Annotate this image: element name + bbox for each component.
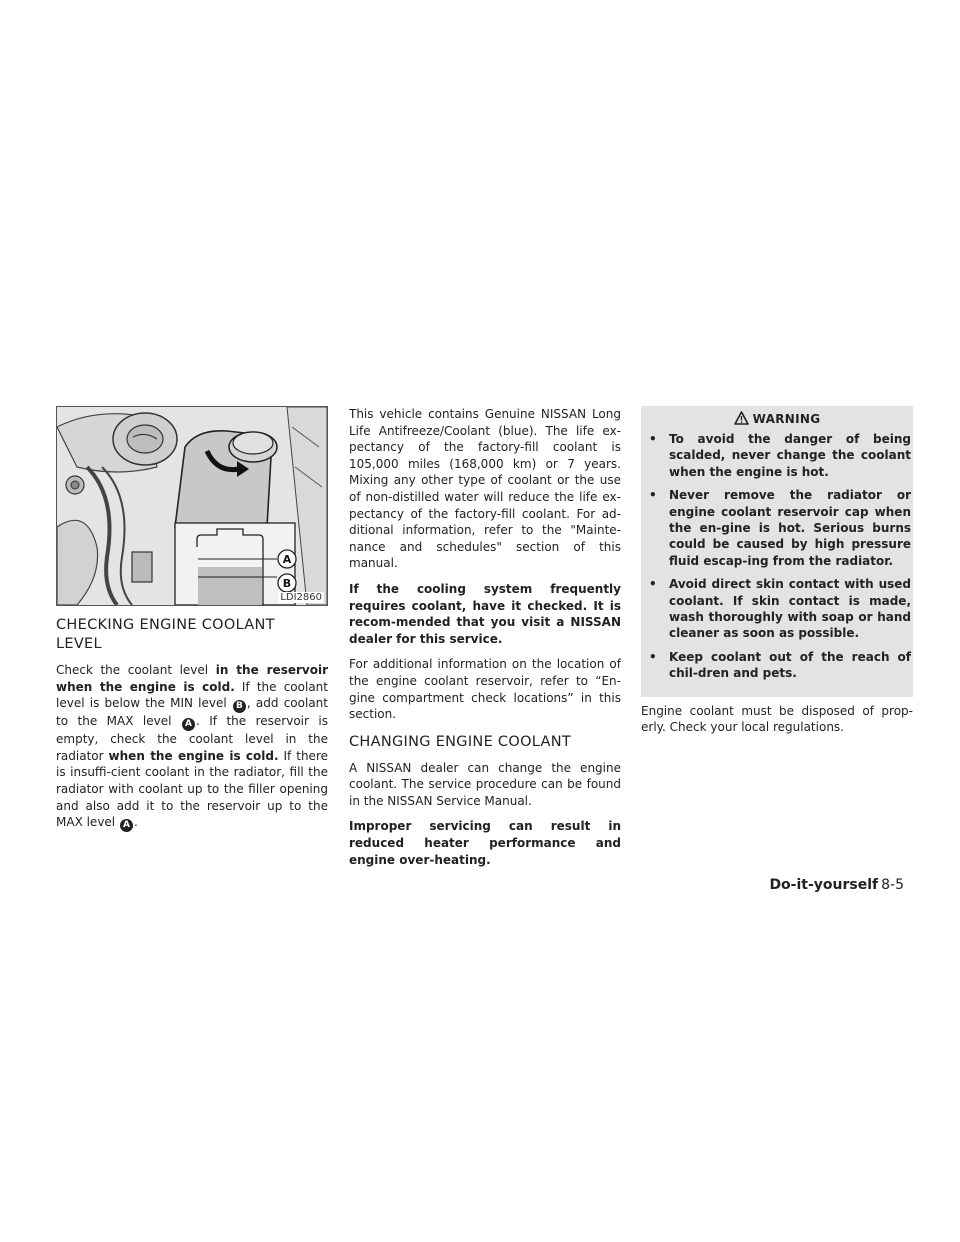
- middle-column: [349, 406, 621, 877]
- warning-item: • Avoid direct skin contact with used coolant. If skin contact is made, wash thoroughly with soap or hand cleaner as soon as possible.: [647, 576, 911, 642]
- warning-item: • Never remove the radiator or engine coolant reservoir cap when the en-gine is hot. Serious burns could be caused by high pressure fluid escap-ing from the radiator.: [647, 487, 911, 569]
- coolant-info-paragraph: This vehicle contains Genuine NISSAN Long Life Antifreeze/Coolant (blue). The life ex-pectancy of the factory-fill coolant is 105,000 miles (168,000 km) or 7 years. Mixing any other type of coolant or the use of non-distilled water will reduce the life ex-pectancy of the factory-fill coolant. For ad-ditional information, refer to the "Mainte-nance and schedules" section of this manual.: [349, 407, 621, 571]
- callout-a-icon: A: [182, 718, 195, 731]
- figure-label-a: A: [282, 553, 292, 566]
- location-reference-paragraph: For additional information on the location of the engine coolant reservoir, refer to “En-gine compartment check locations” in this section.: [349, 657, 621, 722]
- left-column: [56, 406, 328, 841]
- warning-title: WARNING: [752, 412, 821, 426]
- warning-list: [641, 431, 913, 682]
- changing-coolant-paragraph: A NISSAN dealer can change the engine coolant. The service procedure can be found in the NISSAN Service Manual.: [349, 760, 621, 808]
- section-heading-changing-coolant: CHANGING ENGINE COOLANT: [349, 733, 572, 750]
- page-footer: [769, 877, 904, 893]
- checking-coolant-paragraph: Check the coolant level in the reservoir when the engine is cold. If the coolant level is below the MIN level B , add coolant to the MAX level A . If the reservoir is empty, check the coolant level in the radiator when the engine is cold. If there is insuffi-cient coolant in the radiator, fill the radiator with coolant up to the filler opening and also add it to the reservoir up to the MAX level A .: [56, 663, 328, 831]
- section-heading-checking-coolant: CHECKING ENGINE COOLANT LEVEL: [56, 617, 275, 652]
- callout-a-icon: A: [120, 819, 133, 832]
- page-number: 8-5: [881, 877, 904, 893]
- right-column: [641, 406, 913, 745]
- callout-b-icon: B: [233, 700, 246, 713]
- footer-section-name: Do-it-yourself: [769, 877, 879, 893]
- disposal-paragraph: Engine coolant must be disposed of prop-erly. Check your local regulations.: [641, 703, 913, 735]
- warning-item: • Keep coolant out of the reach of chil-dren and pets.: [647, 649, 911, 682]
- warning-item: • To avoid the danger of being scalded, never change the coolant when the engine is hot.: [647, 431, 911, 480]
- warning-triangle-icon: [734, 411, 749, 425]
- coolant-reservoir-illustration: [56, 406, 328, 606]
- warning-box: [641, 406, 913, 697]
- engine-bay-drawing: [57, 407, 327, 605]
- warning-header: [641, 408, 913, 431]
- figure-code: LDI2860: [280, 592, 322, 603]
- dealer-recommendation-paragraph: If the cooling system frequently requires coolant, have it checked. It is recom-mended that you visit a NISSAN dealer for this service.: [349, 581, 621, 646]
- improper-servicing-paragraph: Improper servicing can result in reduced heater performance and engine over-heating.: [349, 819, 621, 867]
- figure-label-b: B: [282, 577, 292, 590]
